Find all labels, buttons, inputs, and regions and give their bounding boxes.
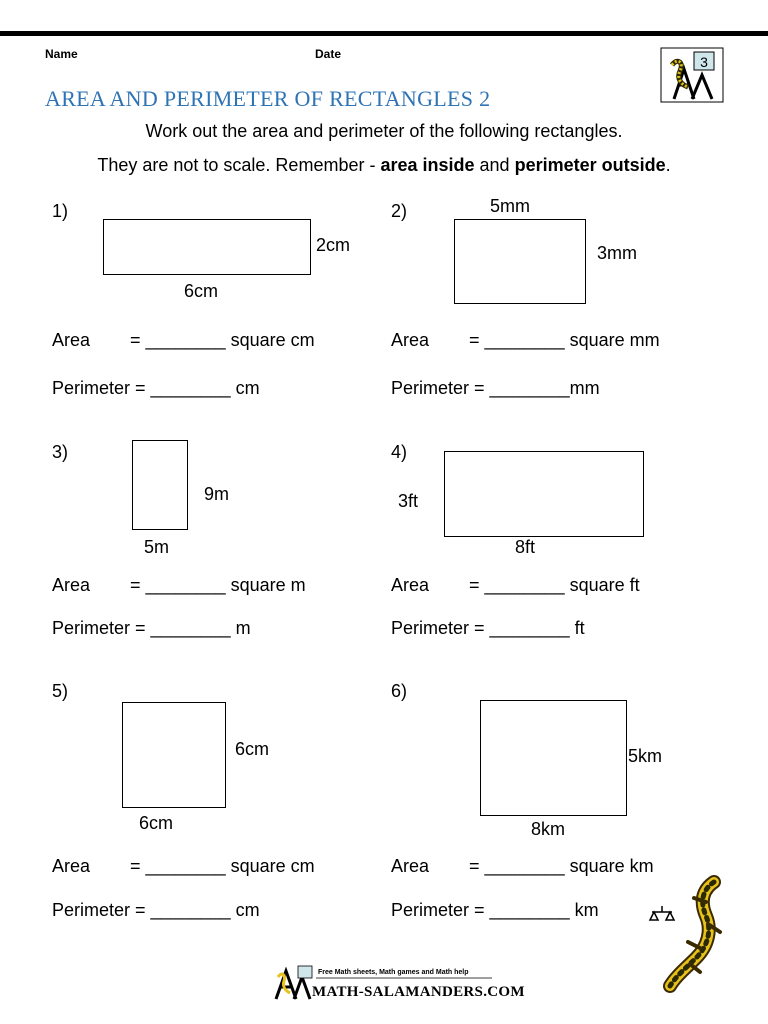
name-label: Name <box>45 47 78 61</box>
problem-1-perimeter-line: Perimeter = ________ cm <box>52 378 260 398</box>
problem-5-perimeter-line: Perimeter = ________ cm <box>52 900 260 920</box>
problem-4-area-line: Area = ________ square ft <box>391 575 640 595</box>
problem-3-perimeter-line: Perimeter = ________ m <box>52 618 251 638</box>
footer-logo <box>272 963 525 1001</box>
problem-2-area-line: Area = ________ square mm <box>391 330 660 350</box>
instructions-bold-perimeter: perimeter outside <box>514 155 666 175</box>
problem-3-width-label: 5m <box>144 537 170 557</box>
problem-1-height-label: 2cm <box>316 235 351 255</box>
footer-site-name: MATH-SALAMANDERS.COM <box>312 984 525 1000</box>
problem-1-rectangle <box>103 219 311 275</box>
top-rule <box>0 31 768 36</box>
problem-6-area-line: Area = ________ square km <box>391 856 654 876</box>
problem-3-area-line: Area = ________ square m <box>52 575 306 595</box>
problem-6-height-label: 5km <box>628 746 663 766</box>
problem-2-perimeter-line: Perimeter = ________mm <box>391 378 600 398</box>
problem-2-rectangle <box>454 219 586 304</box>
problem-6-number: 6) <box>391 681 408 701</box>
problem-4-number: 4) <box>391 442 408 462</box>
problem-4-rectangle <box>444 451 644 537</box>
problem-2-height-label: 3mm <box>597 243 637 263</box>
problem-1-width-label: 6cm <box>184 281 219 301</box>
grade-badge-text: 3 <box>700 54 708 70</box>
problem-2-width-label: 5mm <box>490 196 530 216</box>
problem-4-width-label: 8ft <box>515 537 536 557</box>
problem-1-area-line: Area = ________ square cm <box>52 330 315 350</box>
problem-5-height-label: 6cm <box>235 739 270 759</box>
footer-tagline: Free Math sheets, Math games and Math help <box>318 969 469 976</box>
instructions-line-2 <box>0 155 768 176</box>
instructions-line-1: Work out the area and perimeter of the following rectangles. <box>145 121 623 141</box>
problem-5-width-label: 6cm <box>139 813 174 833</box>
salamander-mascot-icon <box>648 872 728 992</box>
problem-6-perimeter-line: Perimeter = ________ km <box>391 900 599 920</box>
problem-2-number: 2) <box>391 201 408 221</box>
date-label: Date <box>315 47 342 61</box>
problem-4-height-label: 3ft <box>398 491 419 511</box>
problem-4-perimeter-line: Perimeter = ________ ft <box>391 618 585 638</box>
problem-5-number: 5) <box>52 681 69 701</box>
problem-5-rectangle <box>122 702 226 808</box>
instructions-text: . <box>665 155 671 175</box>
salamander-grade-logo <box>660 47 724 103</box>
problem-3-number: 3) <box>52 442 69 462</box>
problem-3-height-label: 9m <box>204 484 230 504</box>
problem-3-rectangle <box>132 440 188 530</box>
instructions-text: and <box>474 155 515 175</box>
problem-6-width-label: 8km <box>531 819 566 839</box>
problem-6-rectangle <box>480 700 627 816</box>
instructions-bold-area: area inside <box>380 155 475 175</box>
problem-1-number: 1) <box>52 201 69 221</box>
problem-5-area-line: Area = ________ square cm <box>52 856 315 876</box>
worksheet-title: AREA AND PERIMETER OF RECTANGLES 2 <box>45 86 491 111</box>
instructions-text: They are not to scale. Remember - <box>97 155 381 175</box>
